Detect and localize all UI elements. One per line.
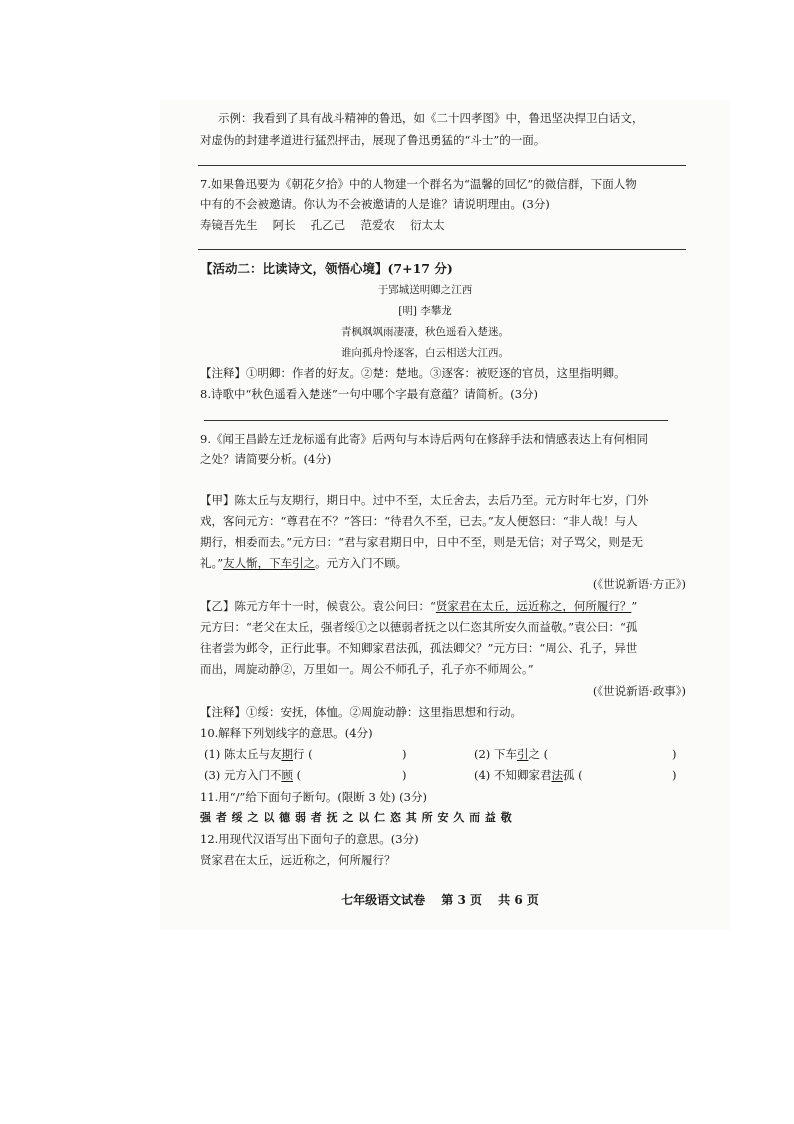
- poem-line-2: 谁向孤舟怜逐客，白云相送大江西。: [341, 347, 509, 359]
- text-jia-line-2: 戏，客问元方：“尊君在不？”答曰：“待君久不至，已去。”友人便怒曰：“非人哉！与人: [200, 514, 638, 528]
- underlined-sentence: 友人惭，下车引之: [223, 556, 316, 570]
- question-10-stem: 10.解释下列划线字的意思。(4分): [200, 726, 373, 740]
- source-yi: (《世说新语·政事》): [592, 684, 686, 698]
- question-9-line-2: 之处？请简要分析。(4分): [200, 452, 332, 466]
- answer-blank-4-close: ): [672, 768, 677, 782]
- question-12-stem: 12.用现代汉语写出下面句子的意思。(3分): [200, 832, 419, 846]
- poem-author: [明] 李攀龙: [398, 305, 452, 317]
- text-yi-line-3: 往者尝为邺令，正行此事。不知卿家君法孤，孤法卿父？”元方曰：“周公、孔子，异世: [200, 641, 638, 655]
- question-11-sentence: 强 者 绥 之 以 德 弱 者 抚 之 以 仁 恣 其 所 安 久 而 益 敬: [200, 811, 513, 824]
- question-12-sentence: 贤家君在太丘，远近称之，何所履行？: [200, 853, 396, 867]
- question-10-item-1: (1) 陈太丘与友期行 (: [204, 747, 313, 761]
- answer-blank-2-close: ): [672, 747, 677, 761]
- text-yi-line-4: 而出，周旋动静②，万里如一。周公不师孔子，孔子亦不师周公。”: [200, 662, 534, 676]
- text-jia-line-1: 【甲】陈太丘与友期行，期日中。过中不至，太丘舍去，去后乃至。元方时年七岁，门外: [200, 493, 649, 507]
- poem-note: 【注释】①明卿：作者的好友。②楚：楚地。③逐客：被贬逐的官员，这里指明卿。: [200, 366, 626, 380]
- text-yi-note: 【注释】①绥：安抚，体恤。②周旋动静：这里指思想和行动。: [200, 705, 522, 719]
- text-jia-line-3: 期行，相委而去。”元方曰：“君与家君期日中，日中不至，则是无信；对子骂父，则是无: [200, 535, 644, 549]
- activity-2-title: 【活动二：比读诗文，领悟心境】(7+17 分): [200, 261, 453, 276]
- question-10-item-2: (2) 下车引之 (: [474, 747, 549, 761]
- answer-line: [198, 165, 686, 166]
- answer-line: [204, 420, 668, 421]
- question-9-line-1: 9.《闻王昌龄左迁龙标遥有此寄》后两句与本诗后两句在修辞手法和情感表达上有何相同: [200, 432, 648, 446]
- example-line-2: 对虚伪的封建孝道进行猛烈抨击，展现了鲁迅勇猛的“斗士”的一面。: [200, 133, 546, 147]
- poem-title: 于郢城送明卿之江西: [377, 284, 473, 296]
- poem-line-1: 青枫飒飒雨凄凄，秋色遥看入楚迷。: [341, 326, 509, 338]
- text-jia-line-4: 礼。”友人惭，下车引之。元方入门不顾。: [200, 556, 408, 570]
- source-jia: (《世说新语·方正》): [592, 577, 686, 591]
- question-7-names: 寿镜吾先生 阿长 孔乙己 范爱农 衍太太: [200, 218, 445, 232]
- question-7-line-1: 7.如果鲁迅要为《朝花夕拾》中的人物建一个群名为“温馨的回忆”的微信群，下面人物: [200, 177, 637, 191]
- example-line-1: 示例：我看到了具有战斗精神的鲁迅，如《二十四孝图》中，鲁迅坚决捍卫白话文，: [218, 111, 644, 125]
- underlined-sentence: 贤家君在太丘，远近称之，何所履行？: [435, 599, 632, 613]
- question-10-item-3: (3) 元方入门不顾 (: [204, 768, 302, 782]
- question-10-item-4: (4) 不知卿家君法孤 (: [474, 768, 583, 782]
- text-yi-line-2: 元方曰：“老父在太丘，强者绥①之以德弱者抚之以仁恣其所安久而益敬。”袁公曰：“孤: [200, 620, 638, 634]
- question-11-stem: 11.用“/”给下面句子断句。(限断 3 处) (3分): [200, 790, 427, 804]
- question-7-line-2: 中有的不会被邀请。你认为不会被邀请的人是谁？请说明理由。(3分): [200, 197, 550, 211]
- answer-blank-3-close: ): [402, 768, 407, 782]
- answer-line: [198, 249, 686, 250]
- answer-blank-1-close: ): [402, 747, 407, 761]
- text-yi-line-1: 【乙】陈元方年十一时，候袁公。袁公问曰：“贤家君在太丘，远近称之，何所履行？”: [200, 599, 638, 613]
- page-footer: 七年级语文试卷 第 3 页 共 6 页: [341, 893, 539, 907]
- question-8: 8.诗歌中“秋色遥看入楚迷”一句中哪个字最有意蕴？请简析。(3分): [200, 387, 539, 401]
